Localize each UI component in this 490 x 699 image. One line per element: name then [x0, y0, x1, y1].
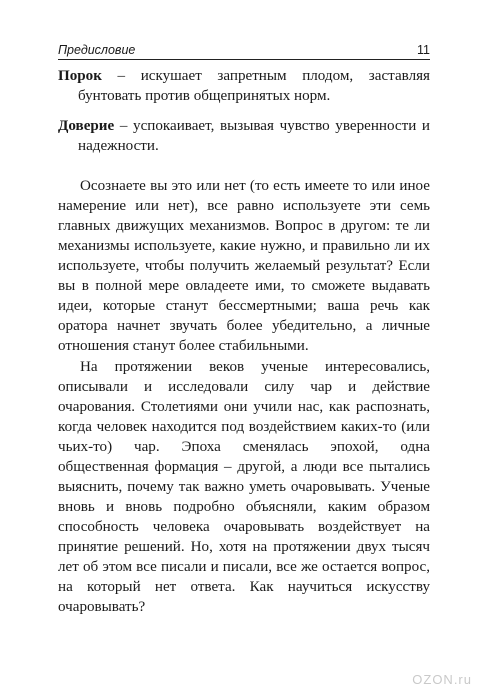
definition-term: Порок	[58, 68, 102, 84]
definition-text: – успокаивает, вызывая чувство уверенности и надежности.	[78, 118, 430, 154]
section-title: Предисловие	[58, 43, 136, 57]
section-gap	[58, 166, 430, 176]
page-number: 11	[417, 43, 430, 57]
definition-term: Доверие	[58, 118, 115, 134]
running-header	[58, 41, 430, 60]
definition-trust	[58, 116, 430, 156]
watermark: OZON.ru	[412, 672, 472, 687]
paragraph-mechanisms: Осознаете вы это или нет (то есть имеете то или иное намерение или нет), все равно используете эти семь главных движущих механизмов. Вопрос в другом: те ли механизмы используете, какие нужно, и правильно ли их используете, чтобы получить желаемый результат? Если вы в полной мере овладеете ими, то сможете выдавать идеи, которые станут бессмертными; ваша речь как оратора начнет звучать более убедительно, а личные отношения станут более стабильными.	[58, 178, 430, 354]
page-body	[58, 66, 430, 618]
definition-vice	[58, 66, 430, 106]
definition-text: – искушает запретным плодом, заставляя бунтовать против общепринятых норм.	[78, 68, 430, 104]
paragraph-history: На протяжении веков ученые интересовались, описывали и исследовали силу чар и действие очарования. Столетиями они учили нас, как распознать, когда человек находится под воздействием каких-то (или чьих-то) чар. Эпоха сменялась эпохой, одна общественная формация – другой, а люди все пытались выяснить, почему так важно уметь очаровывать. Ученые вновь и вновь подробно объясняли, каким образом способность человека очаровывать воздействует на принятие решений. Но, хотя на протяжении двух тысяч лет об этом все писали и писали, все же остается вопрос, на который нет ответа. Как научиться искусству очаровывать?	[58, 359, 430, 615]
